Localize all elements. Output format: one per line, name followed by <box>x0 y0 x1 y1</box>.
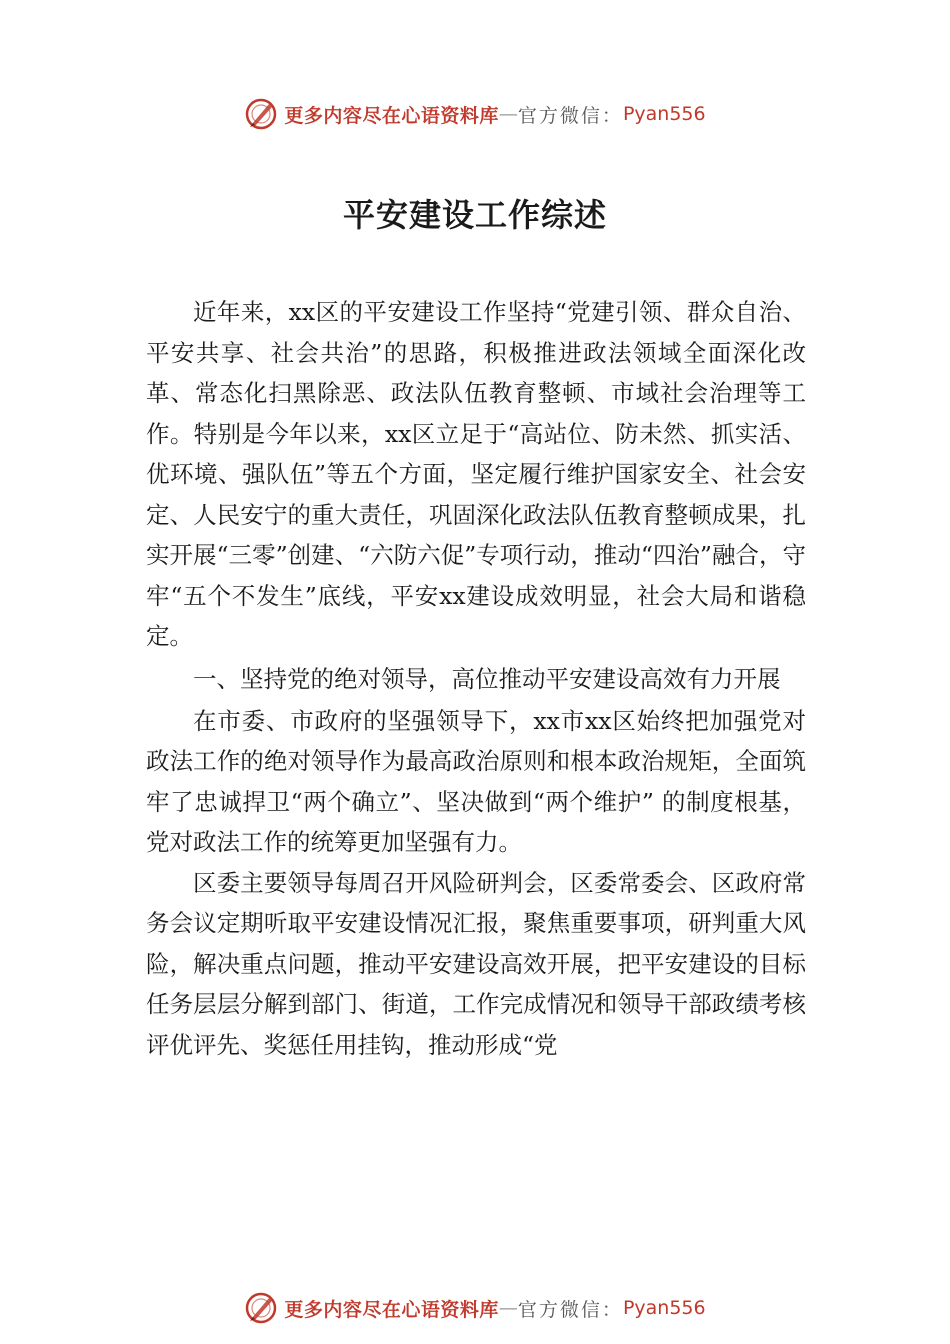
document-title: 平安建设工作综述 <box>342 196 607 234</box>
banner-dash: — <box>498 1297 518 1319</box>
banner-promo-text: 更多内容尽在心语资料库 <box>284 104 499 127</box>
bottom-watermark-banner <box>0 1290 950 1326</box>
banner-dash: — <box>498 103 518 125</box>
banner-wechat-account: Pyan556 <box>622 103 706 125</box>
paragraph-section-1b: 区委主要领导每周召开风险研判会，区委常委会、区政府常务会议定期听取平安建设情况汇报，聚焦重要事项，研判重大风险，解决重点问题，推动平安建设高效开展，把平安建设的目标任务层层分解到部门、街道，工作完成情况和领导干部政绩考核评优评先、奖惩任用挂钩，推动形成“党 <box>146 868 806 1059</box>
banner-promo-text: 更多内容尽在心语资料库 <box>284 1298 499 1321</box>
document-body <box>146 292 806 1065</box>
section-heading-1: 一、坚持党的绝对领导，高位推动平安建设高效有力开展 <box>193 664 781 693</box>
quill-seal-icon <box>244 97 278 131</box>
top-watermark-banner <box>0 96 950 132</box>
banner-wechat-account: Pyan556 <box>622 1297 706 1319</box>
paragraph-section-1a: 在市委、市政府的坚强领导下，xx市xx区始终把加强党对政法工作的绝对领导作为最高政治原则和根本政治规矩，全面筑牢了忠诚捍卫“两个确立”、坚决做到“两个维护” 的制度根基，党对政法工作的统筹更加坚强有力。 <box>146 706 806 856</box>
banner-wechat-label: 官方微信： <box>517 1298 623 1321</box>
quill-seal-icon <box>244 1291 278 1325</box>
paragraph-intro: 近年来，xx区的平安建设工作坚持“党建引领、群众自治、平安共享、社会共治”的思路，积极推进政法领域全面深化改革、常态化扫黑除恶、政法队伍教育整顿、市域社会治理等工作。特别是今年以来，xx区立足于“高站位、防未然、抓实活、优环境、强队伍”等五个方面，坚定履行维护国家安全、社会安定、人民安宁的重大责任，巩固深化政法队伍教育整顿成果，扎实开展“三零”创建、“六防六促”专项行动，推动“四治”融合，守牢“五个不发生”底线，平安xx建设成效明显，社会大局和谐稳定。 <box>146 298 806 650</box>
banner-wechat-label: 官方微信： <box>517 104 623 127</box>
